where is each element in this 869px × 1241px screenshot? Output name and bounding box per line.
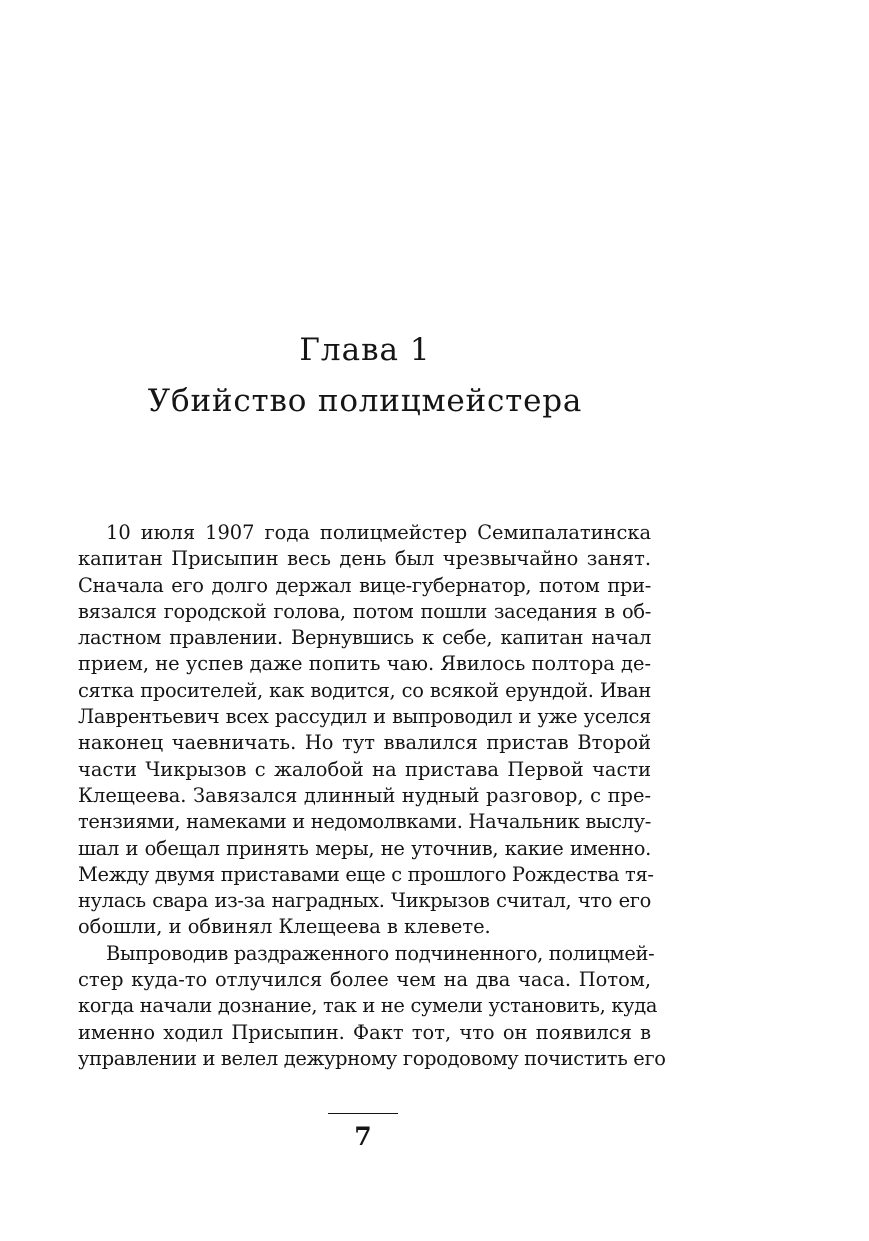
text-line: шал и обещал принять меры, не уточнив, какие именно.	[78, 836, 651, 860]
page-number: 7	[354, 1122, 372, 1151]
text-line: сятка просителей, как водится, со всякой ерундой. Иван	[78, 678, 651, 702]
text-line: Выпроводив раздраженного подчиненного, полицмей-	[106, 941, 655, 965]
text-line: 10 июля 1907 года полицмейстер Семипалатинска	[106, 521, 651, 544]
text-line: части Чикрызов с жалобой на пристава Первой части	[78, 757, 651, 781]
paragraph-2	[78, 941, 666, 1072]
text-line: вязался городской голова, потом пошли заседания в об-	[78, 599, 651, 623]
text-line: Клещеева. Завязался длинный нудный разговор, с пре-	[78, 783, 651, 807]
text-line: капитан Присыпин весь день был чрезвычайно занят.	[78, 547, 651, 571]
paragraph-1	[78, 520, 654, 941]
text-line: Лаврентьевич всех рассудил и выпроводил и уже уселся	[78, 705, 651, 729]
text-line: обошли, и обвинял Клещеева в клевете.	[78, 915, 491, 939]
text-line: ластном правлении. Вернувшись к себе, капитан начал	[78, 626, 651, 650]
text-line: когда начали дознание, так и не сумели установить, куда	[78, 994, 658, 1018]
text-line: Сначала его долго держал вице-губернатор, потом при-	[78, 573, 651, 597]
text-line: управлении и велел дежурному городовому почистить его	[78, 1046, 666, 1070]
text-line: стер куда-то отлучился более чем на два часа. Потом,	[78, 968, 651, 992]
chapter-title: Убийство полицмейстера	[147, 383, 583, 419]
text-line: тензиями, намеками и недомолвками. Начальник выслу-	[78, 810, 651, 834]
text-line: нулась свара из-за наградных. Чикрызов считал, что его	[78, 889, 651, 913]
text-line: прием, не успев даже попить чаю. Явилось полтора де-	[78, 652, 651, 676]
page-number-rule	[328, 1113, 398, 1114]
body-text	[78, 520, 666, 1072]
text-line: наконец чаевничать. Но тут ввалился пристав Второй	[78, 731, 651, 755]
text-line: именно ходил Присыпин. Факт тот, что он появился в	[78, 1020, 651, 1044]
chapter-label: Глава 1	[299, 332, 431, 368]
text-line: Между двумя приставами еще с прошлого Рождества тя-	[78, 862, 654, 886]
